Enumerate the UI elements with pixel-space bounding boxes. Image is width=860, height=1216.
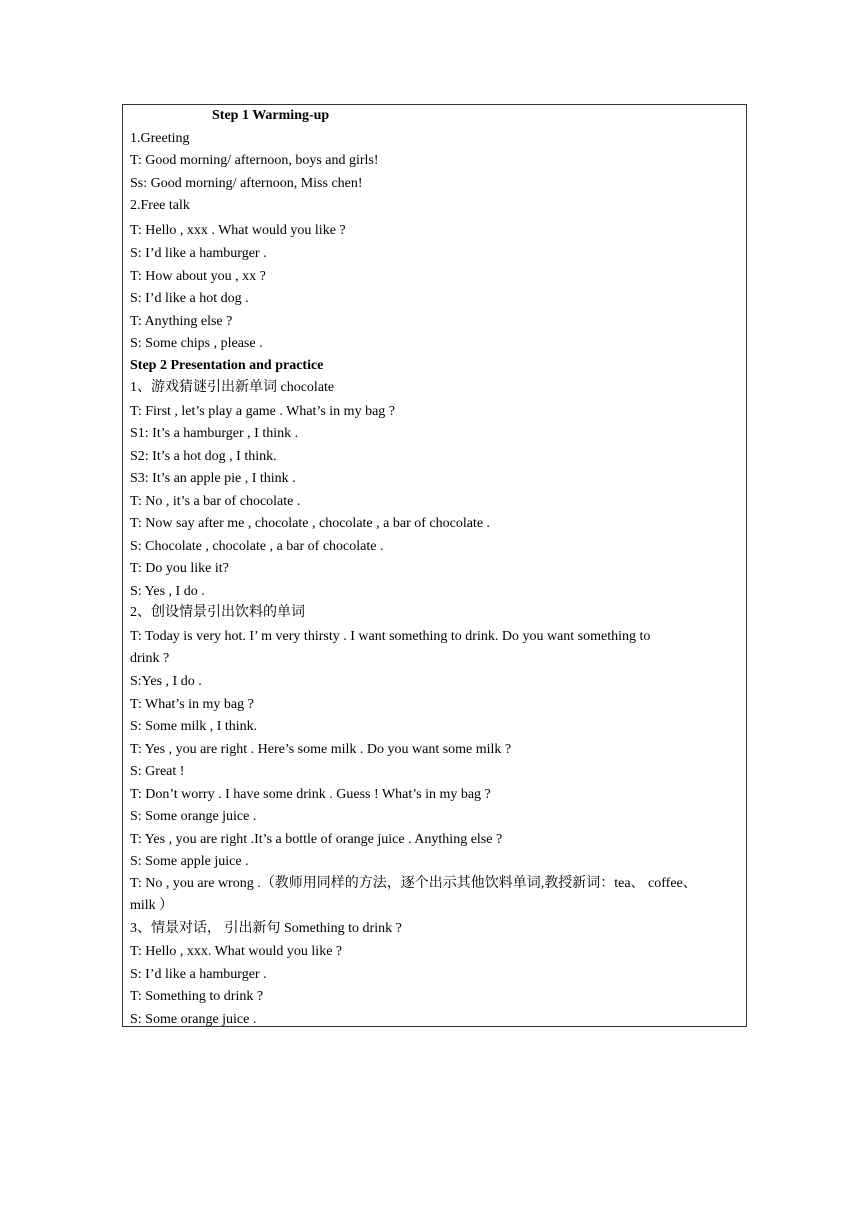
text-line: S: Chocolate , chocolate , a bar of chocolate .: [130, 539, 384, 554]
text-line: T: No , you are wrong .（教师用同样的方法，逐个出示其他饮料单词,教授新词：tea、 coffee、: [130, 876, 697, 891]
text-line: T: Something to drink ?: [130, 989, 264, 1004]
text-line: T: Hello , xxx. What would you like ?: [130, 944, 343, 959]
text-line: 2、创设情景引出饮料的单词: [130, 605, 305, 620]
text-line: milk ）: [130, 898, 174, 913]
text-line: T: Good morning/ afternoon, boys and girls!: [130, 153, 379, 168]
text-line: 1、游戏猜谜引出新单词 chocolate: [130, 380, 335, 395]
section-heading: Step 2 Presentation and practice: [130, 358, 324, 373]
text-line: 1.Greeting: [130, 131, 190, 146]
text-line: S: I’d like a hamburger .: [130, 246, 267, 261]
text-line: S: I’d like a hot dog .: [130, 291, 249, 306]
text-line: T: Hello , xxx . What would you like ?: [130, 223, 346, 238]
text-line: T: Today is very hot. I’ m very thirsty . I want something to drink. Do you want something to: [130, 629, 651, 644]
text-line: T: No , it’s a bar of chocolate .: [130, 494, 301, 509]
text-line: S: Great !: [130, 764, 185, 779]
text-line: T: Anything else ?: [130, 314, 233, 329]
text-line: 3、情景对话， 引出新句 Something to drink ?: [130, 921, 402, 936]
text-line: S1: It’s a hamburger , I think .: [130, 426, 299, 441]
text-line: S: Some chips , please .: [130, 336, 263, 351]
text-line: drink ?: [130, 651, 170, 666]
section-heading: Step 1 Warming-up: [212, 108, 330, 123]
text-line: S:Yes , I do .: [130, 674, 202, 689]
text-line: S: Yes , I do .: [130, 584, 205, 599]
text-line: 2.Free talk: [130, 198, 190, 213]
text-line: T: First , let’s play a game . What’s in my bag ?: [130, 404, 395, 419]
text-line: S: Some orange juice .: [130, 1012, 257, 1027]
text-line: T: Yes , you are right .It’s a bottle of orange juice . Anything else ?: [130, 832, 503, 847]
text-line: S2: It’s a hot dog , I think.: [130, 449, 277, 464]
text-line: S: I’d like a hamburger .: [130, 967, 267, 982]
text-line: T: What’s in my bag ?: [130, 697, 254, 712]
text-line: Ss: Good morning/ afternoon, Miss chen!: [130, 176, 363, 191]
text-line: S: Some milk , I think.: [130, 719, 258, 734]
text-line: T: How about you , xx ?: [130, 269, 266, 284]
text-line: S3: It’s an apple pie , I think .: [130, 471, 296, 486]
text-line: S: Some apple juice .: [130, 854, 249, 869]
text-line: T: Yes , you are right . Here’s some milk . Do you want some milk ?: [130, 742, 512, 757]
text-line: T: Now say after me , chocolate , chocolate , a bar of chocolate .: [130, 516, 491, 531]
text-line: T: Do you like it?: [130, 561, 229, 576]
text-line: S: Some orange juice .: [130, 809, 257, 824]
text-line: T: Don’t worry . I have some drink . Guess ! What’s in my bag ?: [130, 787, 491, 802]
